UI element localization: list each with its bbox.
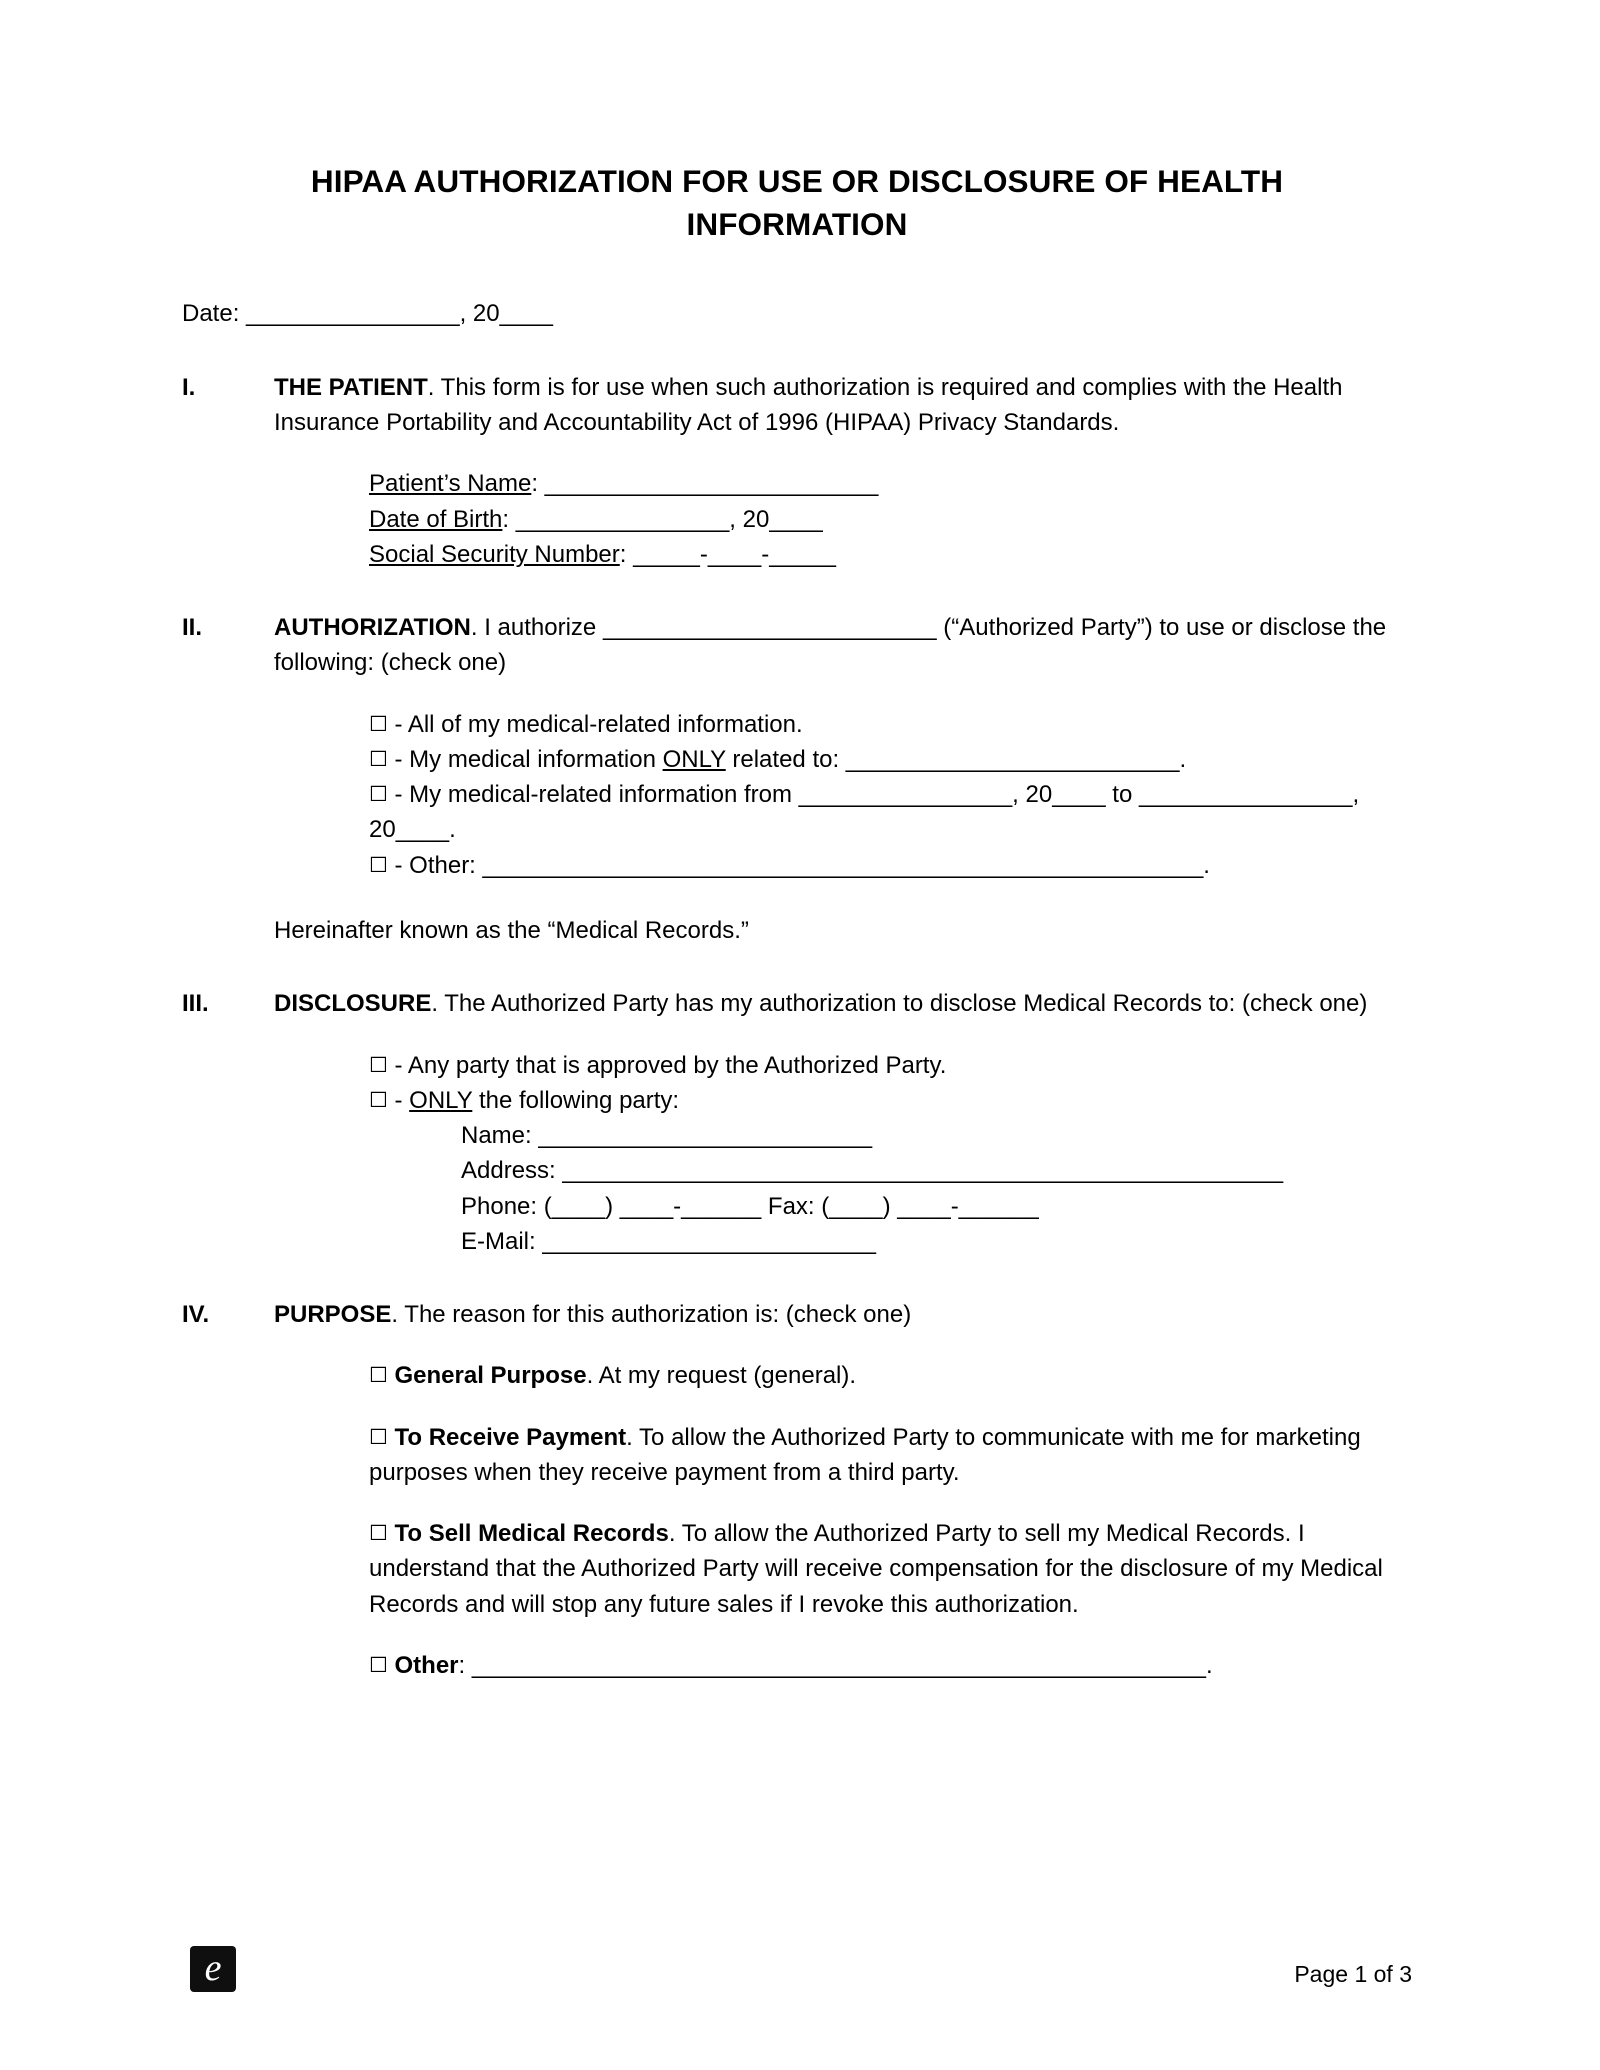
purpose-option-payment-text: . To allow the Authorized Party to communicate with me for marketing purposes when they receive payment from a third party.	[369, 1423, 1361, 1486]
authorization-option-daterange[interactable]	[369, 777, 1412, 848]
section-iv-text: . The reason for this authorization is: (check one)	[391, 1301, 912, 1329]
checkbox-icon[interactable]: ☐	[369, 1521, 388, 1546]
hereinafter-note: Hereinafter known as the “Medical Records.”	[274, 917, 749, 945]
authorization-option-other-label: - Other: ______________________________________________________.	[394, 851, 1210, 879]
disclosure-option-only-post: the following party:	[472, 1086, 680, 1114]
disclosure-party-address-field[interactable]: Address: ______________________________________________________	[461, 1157, 1284, 1185]
section-ii-body	[274, 610, 1412, 948]
checkbox-icon[interactable]: ☐	[369, 1363, 388, 1388]
purpose-option-other-label: Other	[394, 1652, 459, 1679]
section-disclosure	[182, 986, 1412, 1259]
page-number: Page 1 of 3	[1294, 1961, 1412, 1987]
section-purpose	[182, 1297, 1412, 1683]
disclosure-options	[369, 1048, 1412, 1260]
section-numeral-i: I.	[182, 373, 196, 401]
disclosure-option-only-pre: -	[394, 1086, 410, 1114]
section-ii-heading: AUTHORIZATION	[274, 614, 471, 642]
patient-name-label: Patient’s Name	[369, 470, 532, 498]
disclosure-party-name-field[interactable]: Name: _________________________	[461, 1122, 873, 1150]
disclosure-option-only-party[interactable]	[369, 1083, 1412, 1118]
patient-name-field[interactable]	[369, 466, 1412, 501]
checkbox-icon[interactable]: ☐	[369, 1052, 388, 1077]
patient-dob-label: Date of Birth	[369, 505, 503, 533]
authorization-option-all[interactable]	[369, 707, 1412, 742]
section-numeral-iii: III.	[182, 990, 209, 1018]
section-iv-heading: PURPOSE	[274, 1301, 392, 1329]
section-the-patient	[182, 370, 1412, 572]
patient-ssn-label: Social Security Number	[369, 540, 620, 568]
section-i-body	[274, 370, 1412, 572]
checkbox-icon[interactable]: ☐	[369, 1087, 388, 1112]
purpose-option-sell-label: To Sell Medical Records	[394, 1520, 669, 1548]
disclosure-option-any-party-label: - Any party that is approved by the Authorized Party.	[394, 1051, 947, 1079]
purpose-option-other[interactable]	[369, 1648, 1412, 1683]
authorization-option-other[interactable]	[369, 848, 1412, 883]
disclosure-party-phone-fax-field[interactable]: Phone: (____) ____-______ Fax: (____) ____-______	[461, 1192, 1039, 1220]
purpose-option-payment-label: To Receive Payment	[394, 1423, 627, 1451]
eforms-logo-icon: e	[190, 1946, 236, 1992]
authorization-option-only[interactable]	[369, 742, 1412, 777]
section-ii-text: . I authorize _________________________ (“Authorized Party”) to use or disclose the following: (check one)	[274, 614, 1387, 677]
purpose-option-payment[interactable]	[369, 1420, 1412, 1491]
section-numeral-ii: II.	[182, 614, 203, 642]
section-iii-text: . The Authorized Party has my authorization to disclose Medical Records to: (check one)	[431, 990, 1368, 1018]
checkbox-icon[interactable]: ☐	[369, 746, 388, 771]
checkbox-icon[interactable]: ☐	[369, 852, 388, 877]
authorization-option-only-emphasis: ONLY	[662, 745, 726, 773]
authorization-option-all-label: - All of my medical-related information.	[394, 710, 803, 738]
patient-dob-blank: : ________________, 20____	[502, 505, 823, 533]
purpose-options	[369, 1358, 1412, 1683]
patient-ssn-blank: : _____-____-_____	[619, 540, 836, 568]
patient-fields	[369, 466, 1412, 572]
checkbox-icon[interactable]: ☐	[369, 711, 388, 736]
disclosure-party-fields	[461, 1118, 1412, 1259]
section-iv-body	[274, 1297, 1412, 1683]
date-field-line: Date: ________________, 20____	[182, 300, 554, 328]
checkbox-icon[interactable]: ☐	[369, 1424, 388, 1449]
disclosure-option-any-party[interactable]	[369, 1048, 1412, 1083]
purpose-option-general-label: General Purpose	[394, 1362, 587, 1390]
authorization-option-daterange-label: - My medical-related information from ________________, 20____ to ________________, 20____.	[369, 781, 1360, 844]
section-numeral-iv: IV.	[182, 1301, 210, 1329]
patient-dob-field[interactable]	[369, 502, 1412, 537]
authorization-option-only-pre: - My medical information	[394, 745, 663, 773]
purpose-option-sell-text: . To allow the Authorized Party to sell my Medical Records. I understand that the Authorized Party will receive compensation for the disclosure of my Medical Records and will stop any future sales if I revoke this authorization.	[369, 1520, 1383, 1618]
purpose-option-general-text: . At my request (general).	[586, 1362, 857, 1390]
checkbox-icon[interactable]: ☐	[369, 1653, 388, 1677]
section-i-heading: THE PATIENT	[274, 373, 428, 401]
section-iii-body	[274, 986, 1412, 1259]
checkbox-icon[interactable]: ☐	[369, 782, 388, 807]
purpose-option-sell[interactable]	[369, 1516, 1412, 1622]
purpose-option-other-text: : _______________________________________________________.	[458, 1652, 1213, 1679]
purpose-option-general[interactable]	[369, 1358, 1412, 1393]
section-i-text: . This form is for use when such authorization is required and complies with the Health Insurance Portability and Accountability Act of 1996 (HIPAA) Privacy Standards.	[274, 373, 1343, 437]
patient-ssn-field[interactable]	[369, 537, 1412, 572]
authorization-options	[369, 707, 1412, 883]
disclosure-option-only-emphasis: ONLY	[409, 1086, 473, 1114]
section-iii-heading: DISCLOSURE	[274, 990, 432, 1018]
disclosure-party-email-field[interactable]: E-Mail: _________________________	[461, 1227, 877, 1255]
authorization-option-only-post: related to: _________________________.	[725, 745, 1187, 773]
document-body	[182, 160, 1412, 1683]
page-title: HIPAA AUTHORIZATION FOR USE OR DISCLOSURE OF HEALTH INFORMATION	[310, 163, 1284, 242]
section-authorization	[182, 610, 1412, 948]
patient-name-blank: : _________________________	[531, 470, 879, 498]
